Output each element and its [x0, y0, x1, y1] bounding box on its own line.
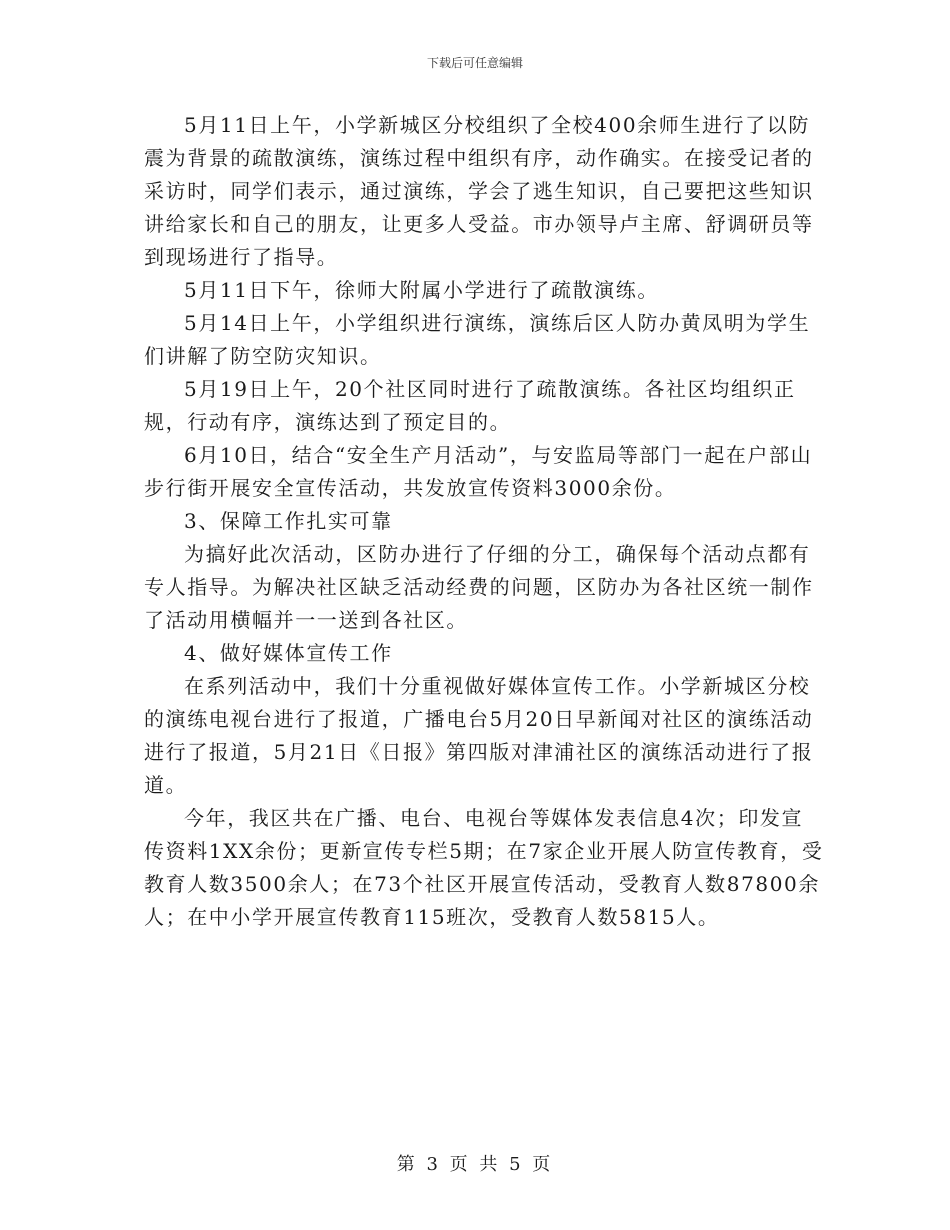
paragraph-event-june10: 6月10日，结合“安全生产月活动”，与安监局等部门一起在户部山步行街开展安全宣传活动，共发放宣传资料3000余份。 — [144, 443, 813, 500]
paragraph-support-work: 为搞好此次活动，区防办进行了仔细的分工，确保每个活动点都有专人指导。为解决社区缺乏活动经费的问题，区防办为各社区统一制作了活动用横幅并一一送到各社区。 — [144, 542, 814, 632]
section-heading-4: 4、做好媒体宣传工作 — [184, 641, 393, 665]
page-number-footer: 第 3 页 共 5 页 — [396, 1154, 554, 1175]
paragraph-drill-may19: 5月19日上午，20个社区同时进行了疏散演练。各社区均组织正规，行动有序，演练达到了预定目的。 — [144, 377, 796, 434]
paragraph-afternoon-drill-may11: 5月11日下午，徐师大附属小学进行了疏散演练。 — [184, 278, 659, 302]
paragraph-drill-may14: 5月14日上午，小学组织进行演练，演练后区人防办黄凤明为学生们讲解了防空防灾知识。 — [144, 311, 811, 368]
paragraph-morning-drill-may11: 5月11日上午，小学新城区分校组织了全校400余师生进行了以防震为背景的疏散演练，演练过程中组织有序，动作确实。在接受记者的采访时，同学们表示，通过演练，学会了逃生知识，自己要把这些知识讲给家长和自己的朋友，让更多人受益。市办领导卢主席、舒调研员等到现场进行了指导。 — [144, 113, 814, 269]
page-header: 下载后可任意编辑 — [426, 56, 523, 70]
document-body — [144, 109, 824, 934]
paragraph-annual-summary: 今年，我区共在广播、电台、电视台等媒体发表信息4次；印发宣传资料1XX余份；更新宣传专栏5期；在7家企业开展人防宣传教育，受教育人数3500余人；在73个社区开展宣传活动，受教育人数87800余人；在中小学开展宣传教育115班次，受教育人数5815人。 — [144, 806, 824, 929]
paragraph-media-coverage: 在系列活动中，我们十分重视做好媒体宣传工作。小学新城区分校的演练电视台进行了报道，广播电台5月20日早新闻对社区的演练活动进行了报道，5月21日《日报》第四版对津浦社区的演练活动进行了报道。 — [144, 674, 814, 797]
section-heading-3: 3、保障工作扎实可靠 — [184, 509, 393, 533]
